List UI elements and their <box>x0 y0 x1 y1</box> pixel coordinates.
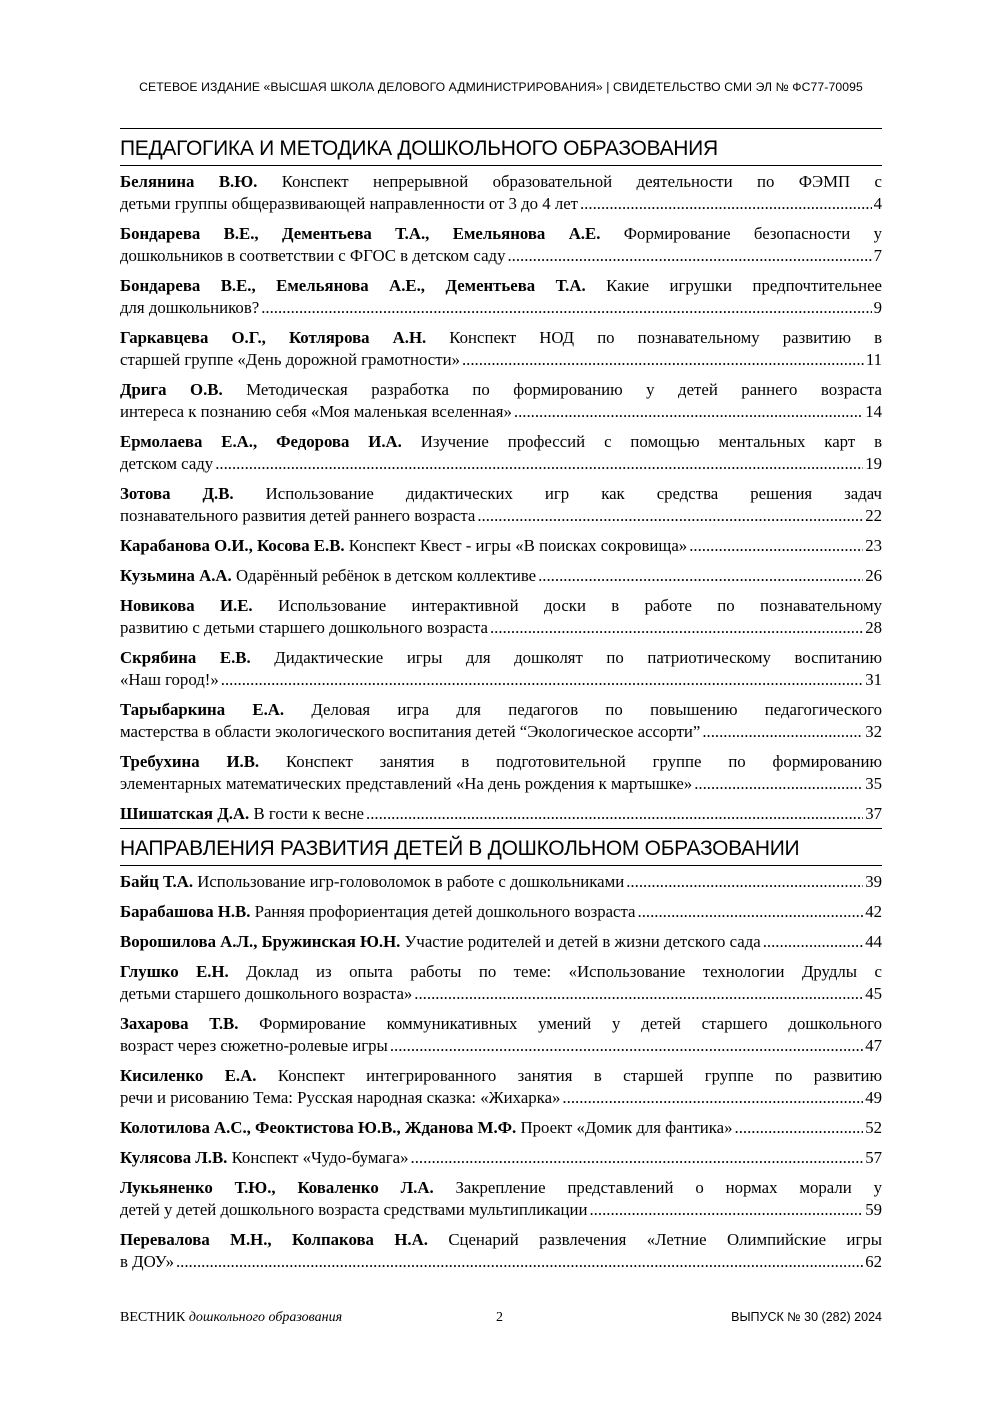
entry-text <box>120 297 259 319</box>
entry-author: Барабашова Н.В. <box>120 902 251 921</box>
dot-leader <box>411 1147 864 1169</box>
entry-leader-line <box>120 803 882 825</box>
entry-title: Конспект Квест - игры «В поисках сокровища» <box>344 536 688 555</box>
entry-author: Тарыбаркина Е.А. <box>120 700 285 719</box>
entry-text <box>120 617 488 639</box>
entry-text <box>120 1199 587 1221</box>
entry-title: Методическая разработка по формированию у детей раннего возраста <box>222 380 882 399</box>
page-footer <box>120 1310 882 1330</box>
entry-author: Колотилова А.С., Феоктистова Ю.В., Жданова М.Ф. <box>120 1118 517 1137</box>
entry-leader-line <box>120 505 882 527</box>
entry-author: Ермолаева Е.А., Федорова И.А. <box>120 432 402 451</box>
entry-title: Доклад из опыта работы по теме: «Использование технологии Друдлы с <box>228 962 882 981</box>
dot-leader <box>735 1117 864 1139</box>
entry-author: Захарова Т.В. <box>120 1014 239 1033</box>
entry-title-line <box>120 483 882 505</box>
entry-title-line <box>120 751 882 773</box>
toc-entry[interactable] <box>120 327 882 371</box>
entry-leader-line <box>120 1117 882 1139</box>
entry-author: Перевалова М.Н., Колпакова Н.А. <box>120 1230 428 1249</box>
entry-leader-line <box>120 871 882 893</box>
entry-page: 44 <box>865 932 882 951</box>
entry-leader-line <box>120 245 882 267</box>
entry-author: Лукьяненко Т.Ю., Коваленко Л.А. <box>120 1178 434 1197</box>
entry-title: развитию с детьми старшего дошкольного возраста <box>120 618 488 637</box>
entry-title: интереса к познанию себя «Моя маленькая вселенная» <box>120 402 512 421</box>
dot-leader <box>390 1035 863 1057</box>
toc-entry[interactable] <box>120 535 882 557</box>
dot-leader <box>477 505 863 527</box>
entry-text <box>120 245 505 267</box>
toc-entry[interactable] <box>120 699 882 743</box>
entry-text <box>120 983 412 1005</box>
entry-author: Новикова И.Е. <box>120 596 253 615</box>
entry-author: Скрябина Е.В. <box>120 648 251 667</box>
entry-page: 26 <box>865 566 882 585</box>
entry-title: возраст через сюжетно-ролевые игры <box>120 1036 388 1055</box>
entry-text <box>120 669 219 691</box>
entry-text <box>120 1117 733 1139</box>
toc-entry[interactable] <box>120 751 882 795</box>
dot-leader <box>462 349 864 371</box>
entry-leader-line <box>120 535 882 557</box>
entry-text <box>120 1035 388 1057</box>
dot-leader <box>215 453 863 475</box>
entry-text <box>120 901 636 923</box>
journal-subtitle: дошкольного образования <box>188 1310 343 1325</box>
toc-list <box>120 871 882 1273</box>
entry-page: 37 <box>865 804 882 823</box>
entry-page: 7 <box>873 246 882 265</box>
entry-text <box>120 193 578 215</box>
entry-title-line <box>120 171 882 193</box>
toc-entry[interactable] <box>120 1065 882 1109</box>
toc-entry[interactable] <box>120 647 882 691</box>
toc-entry[interactable] <box>120 871 882 893</box>
entry-title: Дидактические игры для дошколят по патриотическому воспитанию <box>250 648 882 667</box>
entry-title: Конспект НОД по познавательному развитию в <box>426 328 882 347</box>
entry-leader-line <box>120 1035 882 1057</box>
entry-page: 32 <box>865 722 882 741</box>
entry-title: элементарных математических представлений «На день рождения к мартышке» <box>120 774 693 793</box>
entry-page: 62 <box>865 1252 882 1271</box>
entry-leader-line <box>120 193 882 215</box>
entry-leader-line <box>120 721 882 743</box>
toc-list <box>120 171 882 825</box>
entry-text <box>120 453 213 475</box>
entry-author: Гаркавцева О.Г., Котлярова А.Н. <box>120 328 427 347</box>
entry-page: 35 <box>865 774 882 793</box>
journal-name <box>120 1310 342 1326</box>
dot-leader <box>562 1087 863 1109</box>
entry-page: 23 <box>865 536 882 555</box>
entry-title: Сценарий развлечения «Летние Олимпийские игры <box>427 1230 882 1249</box>
entry-leader-line <box>120 931 882 953</box>
entry-leader-line <box>120 297 882 319</box>
toc-entry[interactable] <box>120 1147 882 1169</box>
entry-title-line <box>120 1177 882 1199</box>
entry-author: Шишатская Д.А. <box>120 804 250 823</box>
dot-leader <box>538 565 863 587</box>
entry-leader-line <box>120 1087 882 1109</box>
entry-author: Глушко Е.Н. <box>120 962 229 981</box>
section-title: ПЕДАГОГИКА И МЕТОДИКА ДОШКОЛЬНОГО ОБРАЗОВАНИЯ <box>120 128 882 166</box>
entry-title: Формирование безопасности у <box>600 224 882 243</box>
entry-title: речи и рисованию Тема: Русская народная сказка: «Жихарка» <box>120 1088 561 1107</box>
entry-text <box>120 721 700 743</box>
entry-title-line <box>120 379 882 401</box>
entry-page: 47 <box>865 1036 882 1055</box>
toc-entry[interactable] <box>120 1013 882 1057</box>
entry-title: для дошкольников? <box>120 298 260 317</box>
entry-page: 49 <box>865 1088 882 1107</box>
entry-author: Кисиленко Е.А. <box>120 1066 257 1085</box>
dot-leader <box>689 535 863 557</box>
entry-leader-line <box>120 773 882 795</box>
entry-title: Участие родителей и детей в жизни детского сада <box>400 932 761 951</box>
toc-entry[interactable] <box>120 431 882 475</box>
entry-page: 19 <box>865 454 882 473</box>
entry-title: Одарённый ребёнок в детском коллективе <box>231 566 537 585</box>
section-pedagogy <box>120 128 882 833</box>
entry-title: детьми группы общеразвивающей направленности от 3 до 4 лет <box>120 194 578 213</box>
section-development <box>120 828 882 1281</box>
entry-leader-line <box>120 1199 882 1221</box>
entry-author: Бондарева В.Е., Дементьева Т.А., Емельянова А.Е. <box>120 224 601 243</box>
dot-leader <box>176 1251 863 1273</box>
toc-entry[interactable] <box>120 595 882 639</box>
entry-leader-line <box>120 669 882 691</box>
toc-entry[interactable] <box>120 961 882 1005</box>
entry-page: 14 <box>865 402 882 421</box>
entry-title: Конспект занятия в подготовительной группе по формированию <box>259 752 882 771</box>
entry-leader-line <box>120 1251 882 1273</box>
entry-title-line <box>120 327 882 349</box>
toc-entry[interactable] <box>120 1177 882 1221</box>
dot-leader <box>702 721 863 743</box>
entry-title-line <box>120 223 882 245</box>
section-title: НАПРАВЛЕНИЯ РАЗВИТИЯ ДЕТЕЙ В ДОШКОЛЬНОМ ОБРАЗОВАНИИ <box>120 828 882 866</box>
entry-title-line <box>120 1013 882 1035</box>
running-header: СЕТЕВОЕ ИЗДАНИЕ «ВЫСШАЯ ШКОЛА ДЕЛОВОГО АДМИНИСТРИРОВАНИЯ» | СВИДЕТЕЛЬСТВО СМИ ЭЛ № ФС77-70095 <box>139 80 863 94</box>
entry-author: Бондарева В.Е., Емельянова А.Е., Дементьева Т.А. <box>120 276 586 295</box>
entry-title: мастерства в области экологического воспитания детей “Экологическое ассорти” <box>120 722 701 741</box>
entry-title-line <box>120 431 882 453</box>
entry-leader-line <box>120 901 882 923</box>
entry-title: Деловая игра для педагогов по повышению педагогического <box>284 700 882 719</box>
dot-leader <box>763 931 864 953</box>
entry-leader-line <box>120 401 882 423</box>
entry-title: Конспект «Чудо-бумага» <box>227 1148 409 1167</box>
entry-title: детском саду <box>120 454 214 473</box>
entry-page: 4 <box>873 194 882 213</box>
entry-title-line <box>120 1065 882 1087</box>
entry-page: 52 <box>865 1118 882 1137</box>
dot-leader <box>589 1199 863 1221</box>
entry-text <box>120 1251 174 1273</box>
entry-author: Дрига О.В. <box>120 380 223 399</box>
entry-title: детей у детей дошкольного возраста средствами мультипликации <box>120 1200 588 1219</box>
entry-page: 59 <box>865 1200 882 1219</box>
entry-author: Белянина В.Ю. <box>120 172 258 191</box>
toc-entry[interactable] <box>120 379 882 423</box>
entry-page: 45 <box>865 984 882 1003</box>
entry-text <box>120 871 624 893</box>
entry-title-line <box>120 647 882 669</box>
entry-leader-line <box>120 565 882 587</box>
entry-page: 57 <box>865 1148 882 1167</box>
dot-leader <box>626 871 863 893</box>
entry-author: Требухина И.В. <box>120 752 260 771</box>
dot-leader <box>580 193 872 215</box>
dot-leader <box>694 773 863 795</box>
entry-title: дошкольников в соответствии с ФГОС в детском саду <box>120 246 506 265</box>
entry-title-line <box>120 1229 882 1251</box>
toc-entry[interactable] <box>120 223 882 267</box>
entry-text <box>120 803 364 825</box>
toc-entry[interactable] <box>120 565 882 587</box>
entry-leader-line <box>120 983 882 1005</box>
entry-title: Закрепление представлений о нормах морали у <box>433 1178 882 1197</box>
entry-author: Карабанова О.И., Косова Е.В. <box>120 536 345 555</box>
entry-title: Конспект непрерывной образовательной деятельности по ФЭМП с <box>257 172 882 191</box>
toc-entry[interactable] <box>120 901 882 923</box>
entry-page: 42 <box>865 902 882 921</box>
entry-leader-line <box>120 349 882 371</box>
toc-entry[interactable] <box>120 483 882 527</box>
journal-brand: ВЕСТНИК <box>120 1310 186 1325</box>
dot-leader <box>366 803 863 825</box>
entry-title-line <box>120 275 882 297</box>
entry-text <box>120 931 761 953</box>
entry-title: Изучение профессий с помощью ментальных карт в <box>401 432 882 451</box>
entry-author: Ворошилова А.Л., Бружинская Ю.Н. <box>120 932 401 951</box>
entry-title: Какие игрушки предпочтительнее <box>585 276 882 295</box>
entry-text <box>120 401 512 423</box>
toc-entry[interactable] <box>120 1117 882 1139</box>
entry-author: Зотова Д.В. <box>120 484 234 503</box>
entry-page: 31 <box>865 670 882 689</box>
toc-entry[interactable] <box>120 1229 882 1273</box>
page-number: 2 <box>496 1310 503 1325</box>
entry-text <box>120 505 475 527</box>
dot-leader <box>507 245 871 267</box>
issue-number: ВЫПУСК № 30 (282) 2024 <box>731 1310 882 1324</box>
entry-text <box>120 349 460 371</box>
toc-entry[interactable] <box>120 171 882 215</box>
dot-leader <box>638 901 864 923</box>
entry-author: Кузьмина А.А. <box>120 566 232 585</box>
entry-leader-line <box>120 453 882 475</box>
entry-text <box>120 1087 560 1109</box>
entry-title: Конспект интегрированного занятия в старшей группе по развитию <box>256 1066 882 1085</box>
dot-leader <box>490 617 863 639</box>
entry-title: старшей группе «День дорожной грамотности» <box>120 350 460 369</box>
entry-title: Проект «Домик для фантика» <box>516 1118 733 1137</box>
entry-page: 22 <box>865 506 882 525</box>
entry-title: Ранняя профориентация детей дошкольного возраста <box>250 902 636 921</box>
entry-title: детьми старшего дошкольного возраста» <box>120 984 413 1003</box>
entry-leader-line <box>120 1147 882 1169</box>
entry-title: Использование игр-головоломок в работе с дошкольниками <box>193 872 625 891</box>
entry-page: 39 <box>865 872 882 891</box>
dot-leader <box>221 669 863 691</box>
toc-entry[interactable] <box>120 275 882 319</box>
entry-text <box>120 565 536 587</box>
dot-leader <box>514 401 863 423</box>
entry-title-line <box>120 595 882 617</box>
dot-leader <box>414 983 863 1005</box>
entry-title-line <box>120 961 882 983</box>
entry-title: в ДОУ» <box>120 1252 174 1271</box>
entry-text <box>120 773 692 795</box>
entry-author: Кулясова Л.В. <box>120 1148 228 1167</box>
entry-title: Использование дидактических игр как средства решения задач <box>233 484 882 503</box>
entry-title: Формирование коммуникативных умений у детей старшего дошкольного <box>238 1014 882 1033</box>
entry-title-line <box>120 699 882 721</box>
toc-entry[interactable] <box>120 931 882 953</box>
entry-author: Байц Т.А. <box>120 872 194 891</box>
entry-text <box>120 535 687 557</box>
entry-title: «Наш город!» <box>120 670 219 689</box>
dot-leader <box>261 297 871 319</box>
entry-page: 11 <box>865 350 882 369</box>
entry-title: познавательного развития детей раннего возраста <box>120 506 476 525</box>
entry-leader-line <box>120 617 882 639</box>
toc-entry[interactable] <box>120 803 882 825</box>
entry-page: 9 <box>873 298 882 317</box>
entry-text <box>120 1147 409 1169</box>
entry-title: Использование интерактивной доски в работе по познавательному <box>252 596 882 615</box>
entry-title: В гости к весне <box>249 804 364 823</box>
entry-page: 28 <box>865 618 882 637</box>
